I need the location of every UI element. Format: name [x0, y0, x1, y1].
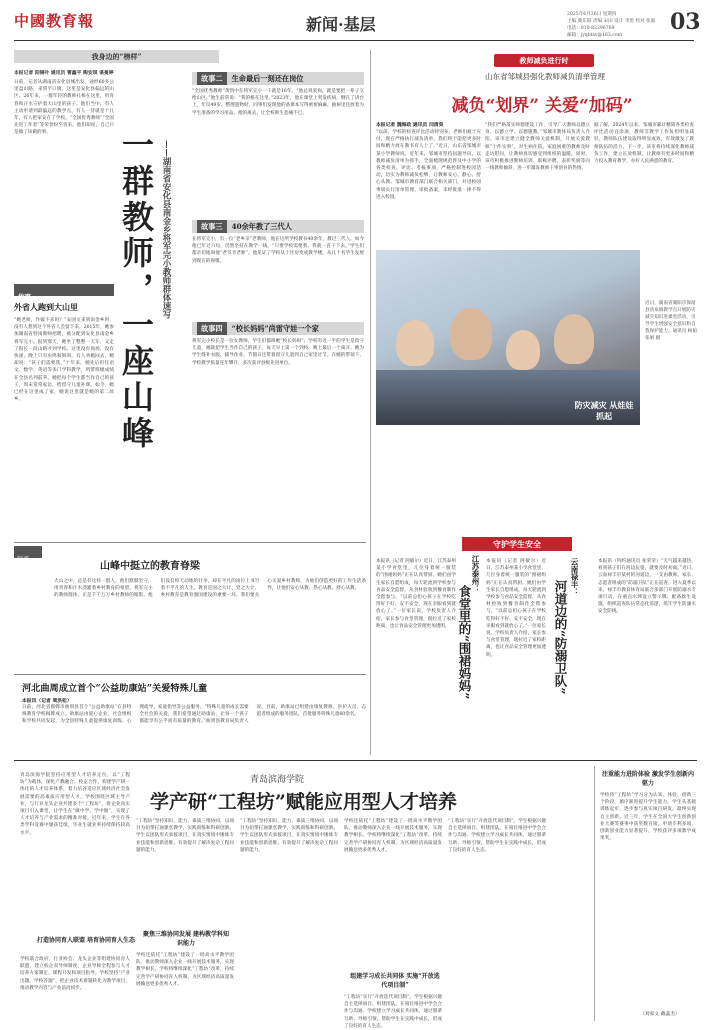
safety-s2-place: 云南禄丰：: [570, 558, 579, 596]
divider: [14, 674, 366, 675]
side-body: [600, 792, 696, 1007]
story1-tag-bar: [14, 284, 114, 301]
photo-figure: [450, 308, 492, 360]
page-number: 03: [670, 9, 701, 35]
story1-tag: 故事一: [18, 293, 38, 301]
story4-text: 将军完小校长是一位女教师，学生们都叫她“校长妈妈”。学校有近一半的学生是留守儿童，她就把学生当作自己的孩子，每天早上第一个到校，晚上最后一个离开。她为学生缝补衣服、辅导作业，节假日还带着留守儿童到自己家里过节。在她的带领下，学校教学质量连年攀升，多次获评县级先进单位。: [192, 339, 364, 366]
intro-byline: 本报记者 阳锡叶 通讯员 曹鑫平 陶安琪 谌曼婷: [14, 70, 114, 76]
story3-body: [192, 236, 364, 318]
qd-col2b-text: 学校还依托“工程坊”建设了一批高水平教学团队，推动教师深入企业一线开展技术服务，实现教学相长。学校将继续深化“工程坊”改革，持续完善学产研协同育人机制，为区域经济高质量发展输送更多优秀人才。: [136, 953, 234, 987]
intro-text: 日前，记者从湖南省安化县城出发，途经60多公里盘山路，来到平口镇，这里是安化县偏远的山区。26年来，一群年轻的教师扎根在这里，用青春和汗水守护着大山里的孩子。他们当中，有人主动申请到最偏远的教学点，有人一待就是十几年，有人把家安在了学校。“全国优秀教师”“全国先进工作者”等荣誉纷至沓来，他们却说，自己只是做了该做的事。: [14, 80, 114, 136]
qd-sub2: 聚焦三维协同发展 建构教学科知识能力: [142, 931, 230, 947]
info-line: 邮箱：jyqbtsv@163.com: [567, 33, 622, 38]
photo-figure: [506, 330, 540, 370]
story2-tag: 故事二: [197, 72, 227, 85]
story2-title: 生命最后一刻还在岗位: [231, 74, 304, 83]
zz-col2: [485, 122, 590, 248]
qd-intro: [20, 772, 130, 932]
short-text: 大山之中，总是有这样一群人，他们默默坚守，用青春和汗水浇灌着乡村教育的希望。将军完小的教师群体，正是千千万万乡村教师的缩影。他们没有惊天动地的壮举，却在平凡的岗位上书写着不平凡的人生。教育是国之大计、党之大计，乡村教育是教育强国建设的重要一环。我们要关心关爱乡村教师，为他们创造更好的工作生活条件，让他们安心从教、热心从教、舒心从教。: [54, 579, 366, 599]
edition-info: [567, 11, 663, 39]
intro-column: [14, 70, 114, 280]
story4-tag: 故事四: [197, 322, 227, 335]
column-separator: [370, 50, 371, 755]
qd-col4b: [344, 994, 442, 1029]
safety-banner: 守护学生安全: [462, 537, 572, 551]
qd-col4b-text: “工程坊”实行“开放选代项目制”，学生根据兴趣自主选择项目、组建团队，在项目推进中学会合作与沟通。学校建立学习成长共同体，通过朋辈互助、导师引领，帮助学生在实践中成长，形成了良好的育人生态。: [344, 995, 442, 1029]
masthead: [0, 0, 707, 44]
photo-figure: [554, 314, 594, 364]
divider: [14, 542, 366, 543]
photo-caption-box: [572, 400, 636, 422]
story4-body: [192, 338, 364, 548]
photo-credit-column: [645, 300, 697, 425]
qd-col2-text: “工程坊”坚持知识、能力、素质三维协同，以项目为纽带打通课堂教学、实践训练和科研创新。学生以团队形式承接项目，在真实情境中锤炼专业技能和创新思维，有效提升了解决复杂工程问题的能力。: [136, 819, 234, 853]
zz-col1: [376, 122, 481, 248]
kicker-badge: [494, 54, 594, 67]
newspaper-logo: 中國教育報: [14, 12, 95, 30]
story1-text: “她老师，作嫁不来吗？”安国文来到南金乡时，没有人想到这个外省人会留下来。2015年，她参加湖南省特岗教师招聘，被分配到安化县南金乡将军完小。报到那天，她坐了整整一天车，又走了很长一段山路才到学校。这里没有商场，没有快递，晚上只有虫鸣和狗叫。有人劝她回去，她却说：“孩子们需要我。”十年来，她先后担任语文、数学、英语等多门学科教学，所带班级成绩在全县名列前茅。她把每个学生都当作自己的孩子，周末常常家访，给留守儿童补课。如今，她已经在这里成了家，她说这里就是她的第二故乡。: [14, 318, 114, 403]
qd-body1: [20, 956, 130, 1021]
vertical-headline: 一群教师，一座山峰: [117, 128, 155, 452]
qd-col3-text: “工程坊”坚持知识、能力、素质三维协同，以项目为纽带打通课堂教学、实践训练和科研创新。学生以团队形式承接项目，在真实情境中锤炼专业技能和创新思维，有效提升了解决复杂工程问题的能力。: [240, 819, 338, 853]
story2-body: [192, 88, 364, 218]
qd-headline: 学产研“工程坊”赋能应用型人才培养: [150, 791, 457, 813]
section-title: 新闻·基层: [306, 15, 376, 34]
qd-body1-text: 学校联合政府、行业协会、龙头企业等组建协同育人联盟，建立校企双导师制度，企业导师全程参与人才培养方案制定、课程开发和项目指导。学校坚持“产业出题、学校答题”，把企业技术难题转化为教学项目，推动教学内容与产业前沿同步。: [20, 957, 130, 991]
qd-col5: [448, 818, 546, 1022]
qd-col4: [344, 818, 442, 968]
safety-s1-place: 江苏泰州：: [471, 555, 480, 593]
info-line: 主编 冀东阳 责编 宋田 设计 李黑 校对 张毅: [567, 19, 656, 24]
story4-title: “校长妈妈”尚雷守娃一个家: [231, 324, 319, 333]
zz-byline: 本报记者 魏海政 通讯员 闫清昊: [376, 122, 444, 128]
story3-tag: 故事三: [197, 220, 227, 233]
column-tag: 我身边的“榜样”: [91, 52, 142, 61]
story4-header: [192, 322, 364, 335]
qd-col4-text: 学校还依托“工程坊”建设了一批高水平教学团队，推动教师深入企业一线开展技术服务，实现教学相长。学校将继续深化“工程坊”改革，持续完善学产研协同育人机制，为区域经济高质量发展输送更多优秀人才。: [344, 819, 442, 853]
short-body: [54, 578, 366, 672]
info-line: 电话：010-82296769: [567, 26, 615, 31]
hebei-byline: 本报讯（记者 周洪松）: [22, 698, 72, 704]
qd-sub3: 组建学习成长共同体 实施“开放选代项目制”: [350, 973, 440, 989]
story3-text: 在将军完小，有一位“老乡亲”老教师，他在这所学校教书40余年，教过三代人。如今他已年过六旬，仍然坚持在教学一线。“只要学校需要我，我就一直干下去。”学生们都亲切地叫他“老爷爷老师”。他见证了学校从土坯房变成教学楼，从几十名学生发展到现在的规模。: [192, 237, 364, 264]
qd-col2b: [136, 952, 234, 1022]
photo-caption: 防灾减灾 从娃娃抓起: [574, 400, 634, 421]
column-separator: [594, 766, 595, 1021]
safety-s1-col1: [376, 558, 456, 754]
zz-text-2: “我们严格落实师德建设工作，引导广大教师以德立身、以德立学、以德施教。”邹城市教体局负责人介绍。该市还建立健全教师关爱机制，开展关爱教师“十件实事”，对生病住院、家庭困难的教师及时走访慰问，让教师真切感受到组织的温暖。同时，该市积极推进教师培训、职称评聘、表彰奖励等向一线教师倾斜，进一步激发教师干事创业的热情。: [485, 123, 590, 172]
photo-credit: 近日，湖南省冀阳市保靖县清泉镇教学点开展防灾减灾知识进课堂活动，引导学生增强安全意识和自我保护能力。通讯员 杨韬 张娟 摄: [645, 301, 697, 341]
story1-body: [14, 317, 114, 542]
qd-col3: [240, 818, 338, 1022]
story2-header: [192, 72, 364, 85]
zz-text-1: “以前，学校的检查评比活动特别多，老师们疲于应付，现在严格执行减负清单，我们终于能把更多时间和精力放在教书育人上了。”近日，山东省邹城市某小学教师说。近年来，邹城市坚持问题导向，以教师减负清单为抓手，全面梳理规范涉及中小学的各类检查、评比、考核事项，严格控制进校园活动，切实为教师减负松绑，让教师安心、静心、舒心从教。邹城市教育部门联合相关部门，对进校园事项实行清单管理、审批备案，未经批准一律不得进入校园。: [376, 130, 481, 200]
story3-title: 40余年教了三代人: [231, 222, 292, 231]
short-tag: 短评: [17, 556, 30, 563]
photo-figure: [396, 320, 434, 366]
safety-s1-text: 本报讯（记者 阿敏尔）近日，江苏泰州某小学食堂里，几位身着统一服装的“围裙妈妈”正在认真帮厨。她们由学生家长自愿组成，每天轮流到学校参与食品安全监督，从食材验收到餐食制作全程参与。“以前总担心孩子在学校吃得好不好、安不安全，现在亲眼看到就放心了。”一位家长说。学校负责人介绍，家长参与食堂管理，既拉近了家校距离，也让食品安全管理更加透明。: [376, 559, 456, 629]
short-tag-bar: [14, 546, 42, 563]
qd-kicker: 青岛滨海学院: [250, 775, 305, 785]
safety-s2-text: 本报讯（特约通讯员 张荣荣）“天气越来越热，看到孩子们在河边玩耍，就要及时劝离。”近日，云南禄丰市某村的河道边，一支由教师、家长、志愿者组成的“防溺卫队”正在巡查。进入夏季以来，禄丰市教育体育局联合多部门开展防溺水专项行动，在重点水域设立警示牌、配备救生设施，组织巡查队伍常态化巡逻，筑牢学生防溺水安全防线。: [598, 559, 696, 615]
qd-intro-text: 青岛滨海学院坚持应用型人才培养定位，以“工程坊”为载体，深化产教融合、校企合作，构建学产研一体化的人才培养体系，着力培养适应区域经济社会发展需要的高素质应用型人才。学校围绕区域主导产业，与行业龙头企业共建多个“工程坊”，将企业真实项目引入课堂，让学生在“做中学、学中做”，实现了人才培养与产业需求的精准对接。近年来，学生在各类学科竞赛中屡获佳绩，毕业生就业率持续保持较高水平。: [20, 773, 130, 836]
qd-sub1: 打造协同育人联盟 培育协同育人生态: [36, 937, 136, 944]
masthead-rule: [14, 40, 694, 41]
qd-col2: [136, 818, 234, 928]
safety-s2-body: [598, 558, 696, 754]
side-credit: （刘家文 戴蕊杰）: [640, 1012, 680, 1017]
short-title: 山峰中挺立的教育脊梁: [100, 561, 200, 572]
zz-col3: [594, 122, 694, 248]
safety-s1-text-cont: 本报讯（记者 阿敏尔）近日，江苏泰州某小学食堂里，几位身着统一服装的“围裙妈妈”正在认真帮厨。她们由学生家长自愿组成，每天轮流到学校参与食品安全监督，从食材验收到餐食制作全程参与。“以前总担心孩子在学校吃得好不好、安不安全，现在亲眼看到就放心了。”一位家长说。学校负责人介绍，家长参与食堂管理，既拉近了家校距离，也让食品安全管理更加透明。: [486, 559, 546, 658]
safety-s1-title: 食堂里的“围裙妈妈”: [457, 585, 472, 700]
side-text: 学校将“工程坊”学习分为认知、体验、创新三个阶段，循序渐进提升学生能力。学生从基础训练起步，逐步参与真实项目研发，最终实现自主创新。近三年，学生在全国大学生创新创业大赛等赛事中获奖数百项，申请专利多项，创新创业能力显著提升，学校获评多项教学成果奖。: [600, 793, 696, 842]
story1-title: 外省人跑到大山里: [14, 302, 78, 312]
side-kicker: 注重能力进阶体验 激发学生创新内驱力: [601, 771, 695, 787]
zz-kicker: 教师减负进行时: [519, 56, 569, 65]
story3-header: [192, 220, 364, 233]
story2-text: “全国优秀教师”黄凯中在将军完小一干就是16年。“他总说爱岗，就是要把一辈子交给山区。”他生前常说：“我的根在这里。”2023年，他在课堂上突发疾病，倒在了讲台上，年仅49岁。整理遗物时，同事们发现他的备课本写得密密麻麻，抽屉里还放着为学生准备的学习用品。他的离去，让全校师生悲痛不已。: [192, 89, 364, 116]
qd-col5-text: “工程坊”实行“开放选代项目制”，学生根据兴趣自主选择项目、组建团队，在项目推进中学会合作与沟通。学校建立学习成长共同体，通过朋辈互助、导师引领，帮助学生在实践中成长，形成了良好的育人生态。: [448, 819, 546, 853]
hebei-body: [22, 704, 366, 756]
news-photo: [376, 250, 640, 425]
hebei-text: 日前，河北省邯郸市曲周县首个“公益助康站”在县特殊教育学校揭牌成立。助康站由爱心企业、社会组织和学校共同发起，为全县特殊儿童提供康复训练、心理疏导、家庭指导等公益服务。“特殊儿童的成长需要全社会的关爱，我们希望通过助康站，让每一个孩子都能享有公平而有质量的教育。”曲周县教育局负责人说。目前，助康站已组建由康复教师、医护人员、志愿者组成的服务团队，首批服务特殊儿童60余名。: [22, 705, 366, 725]
column-tag-bar: [14, 50, 219, 63]
section-rule: [14, 760, 697, 761]
vertical-subheadline: ——湖南省安化县南金乡将军完小教师群体速写: [161, 140, 171, 319]
safety-s1-col2: [486, 558, 546, 754]
info-line: 2025年6月26日 星期四: [567, 12, 617, 17]
hebei-title: 河北曲周成立首个“公益助康站”关爱特殊儿童: [22, 683, 208, 694]
safety-s2-title: 河道边的“防溺卫队”: [553, 580, 568, 695]
zz-kicker-line: 山东省邹城县强化教师减负清单管理: [485, 72, 605, 81]
zz-text-3: 据了解，2024年以来，邹城市累计精简各类检查评比活动百余项，教师非教学工作负担明显减轻，教师队伍建设取得明显成效，有效激发了教师队伍的活力。下一步，该市将持续深化教师减负工作，建立长效机制，让教师有更多时间和精力投入教育教学，办好人民满意的教育。: [594, 123, 694, 165]
zz-headline: 减负“划界” 关爱“加码”: [451, 96, 633, 116]
